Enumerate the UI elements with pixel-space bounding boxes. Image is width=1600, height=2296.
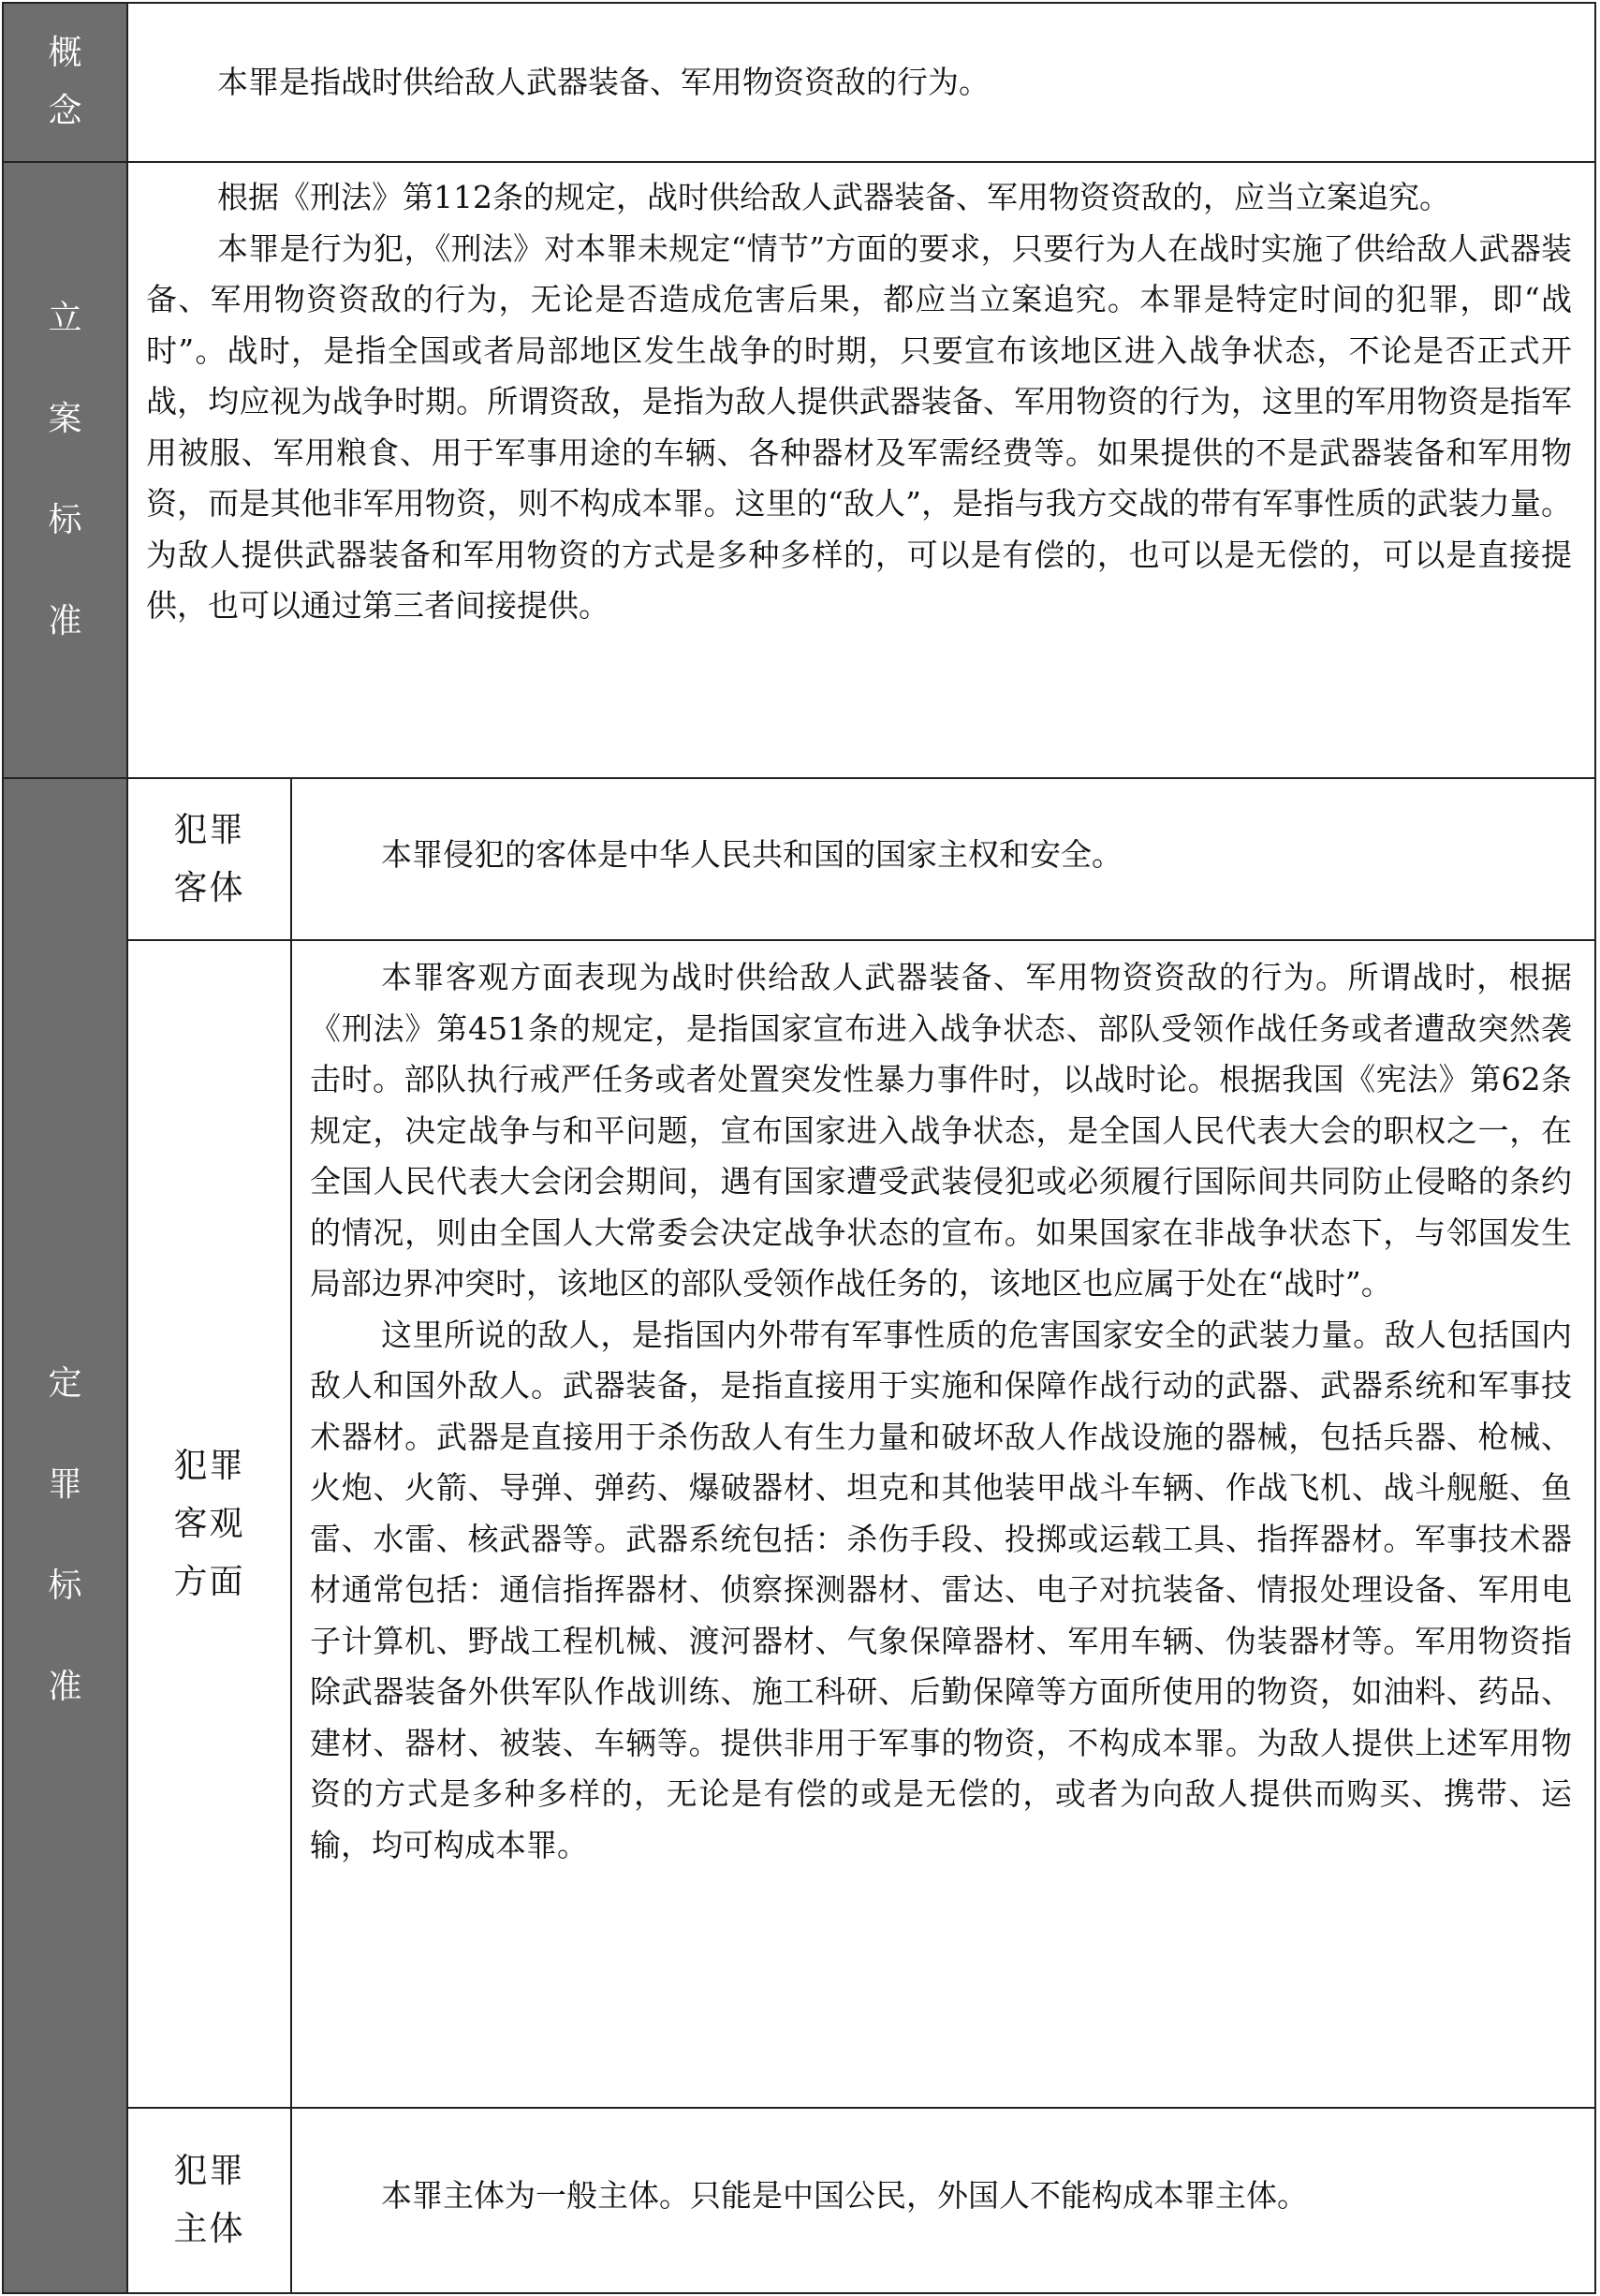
concept-label	[4, 4, 128, 161]
crime-objective-content	[292, 941, 1594, 2107]
concept-row	[2, 2, 1596, 163]
crime-object-content	[292, 779, 1594, 939]
crime-objective-label-line: 方面	[173, 1562, 245, 1601]
conviction-label-char: 定	[48, 1364, 82, 1403]
crime-subject-label	[128, 2109, 292, 2292]
crime-subject-label-line: 主体	[173, 2210, 245, 2248]
crime-subject-content	[292, 2109, 1594, 2292]
filing-content	[128, 163, 1594, 777]
concept-label-char: 概	[48, 34, 82, 72]
crime-objective-label-line: 客观	[173, 1504, 245, 1543]
concept-label-char: 念	[48, 92, 82, 130]
filing-row	[2, 161, 1596, 779]
conviction-label	[4, 779, 128, 2292]
crime-object-label-line: 客体	[173, 868, 245, 907]
crime-object-label-line: 犯罪	[173, 810, 245, 849]
conviction-content	[128, 779, 1594, 2292]
crime-subject-label-line: 犯罪	[173, 2152, 245, 2190]
conviction-row	[2, 777, 1596, 2294]
crime-object-text: 本罪侵犯的客体是中华人民共和国的国家主权和安全。	[381, 836, 1123, 873]
conviction-label-char: 罪	[48, 1465, 82, 1504]
filing-label-char: 标	[48, 501, 82, 539]
concept-text: 本罪是指战时供给敌人武器装备、军用物资资敌的行为。	[217, 64, 990, 100]
filing-label-char: 案	[48, 400, 82, 438]
crime-objective-paragraph: 本罪客观方面表现为战时供给敌人武器装备、军用物资资敌的行为。所谓战时，根据《刑法》第451条的规定，是指国家宣布进入战争状态、部队受领作战任务或者遭敌突然袭击时。部队执行戒严任务或者处置突发性暴力事件时，以战时论。根据我国《宪法》第62条规定，决定战争与和平问题，宣布国家进入战争状态，是全国人民代表大会的职权之一，在全国人民代表大会闭会期间，遇有国家遭受武装侵犯或必须履行国际间共同防止侵略的条约的情况，则由全国人大常委会决定战争状态的宣布。如果国家在非战争状态下，与邻国发生局部边界冲突时，该地区的部队受领作战任务的，该地区也应属于处在“战时”。	[310, 959, 1572, 1302]
filing-paragraph: 本罪是行为犯，《刑法》对本罪未规定“情节”方面的要求，只要行为人在战时实施了供给敌人武器装备、军用物资资敌的行为，无论是否造成危害后果，都应当立案追究。本罪是特定时间的犯罪，即“战时”。战时，是指全国或者局部地区发生战争的时期，只要宣布该地区进入战争状态，不论是否正式开战，均应视为战争时期。所谓资敌，是指为敌人提供武器装备、军用物资的行为，这里的军用物资是指军用被服、军用粮食、用于军事用途的车辆、各种器材及军需经费等。如果提供的不是武器装备和军用物资，而是其他非军用物资，则不构成本罪。这里的“敌人”，是指与我方交战的带有军事性质的武装力量。为敌人提供武器装备和军用物资的方式是多种多样的，可以是有偿的，也可以是无偿的，可以是直接提供，也可以通过第三者间接提供。	[146, 229, 1572, 624]
crime-subject-row	[128, 2109, 1594, 2292]
crime-objective-label-line: 犯罪	[173, 1446, 245, 1485]
crime-objective-paragraph: 这里所说的敌人，是指国内外带有军事性质的危害国家安全的武装力量。敌人包括国内敌人和国外敌人。武器装备，是指直接用于实施和保障作战行动的武器、武器系统和军事技术器材。武器是直接用于杀伤敌人有生力量和破坏敌人作战设施的器械，包括兵器、枪械、火炮、火箭、导弹、弹药、爆破器材、坦克和其他装甲战斗车辆、作战飞机、战斗舰艇、鱼雷、水雷、核武器等。武器系统包括：杀伤手段、投掷或运载工具、指挥器材。军事技术器材通常包括：通信指挥器材、侦察探测器材、雷达、电子对抗装备、情报处理设备、军用电子计算机、野战工程机械、渡河器材、气象保障器材、军用车辆、伪装器材等。军用物资指除武器装备外供军队作战训练、施工科研、后勤保障等方面所使用的物资，如油料、药品、建材、器材、被装、车辆等。提供非用于军事的物资，不构成本罪。为敌人提供上述军用物资的方式是多种多样的，无论是有偿的或是无偿的，或者为向敌人提供而购买、携带、运输，均可构成本罪。	[310, 1316, 1572, 1863]
crime-objective-row	[128, 941, 1594, 2109]
filing-label-char: 立	[48, 299, 82, 337]
filing-label-char: 准	[48, 602, 82, 640]
crime-object-row	[128, 779, 1594, 941]
crime-subject-text: 本罪主体为一般主体。只能是中国公民，外国人不能构成本罪主体。	[381, 2177, 1308, 2214]
filing-label	[4, 163, 128, 777]
conviction-label-char: 标	[48, 1567, 82, 1605]
conviction-label-char: 准	[48, 1668, 82, 1706]
crime-object-label	[128, 779, 292, 939]
concept-content	[128, 4, 1594, 161]
filing-paragraph: 根据《刑法》第112条的规定，战时供给敌人武器装备、军用物资资敌的，应当立案追究。	[217, 179, 1450, 215]
crime-objective-label	[128, 941, 292, 2107]
